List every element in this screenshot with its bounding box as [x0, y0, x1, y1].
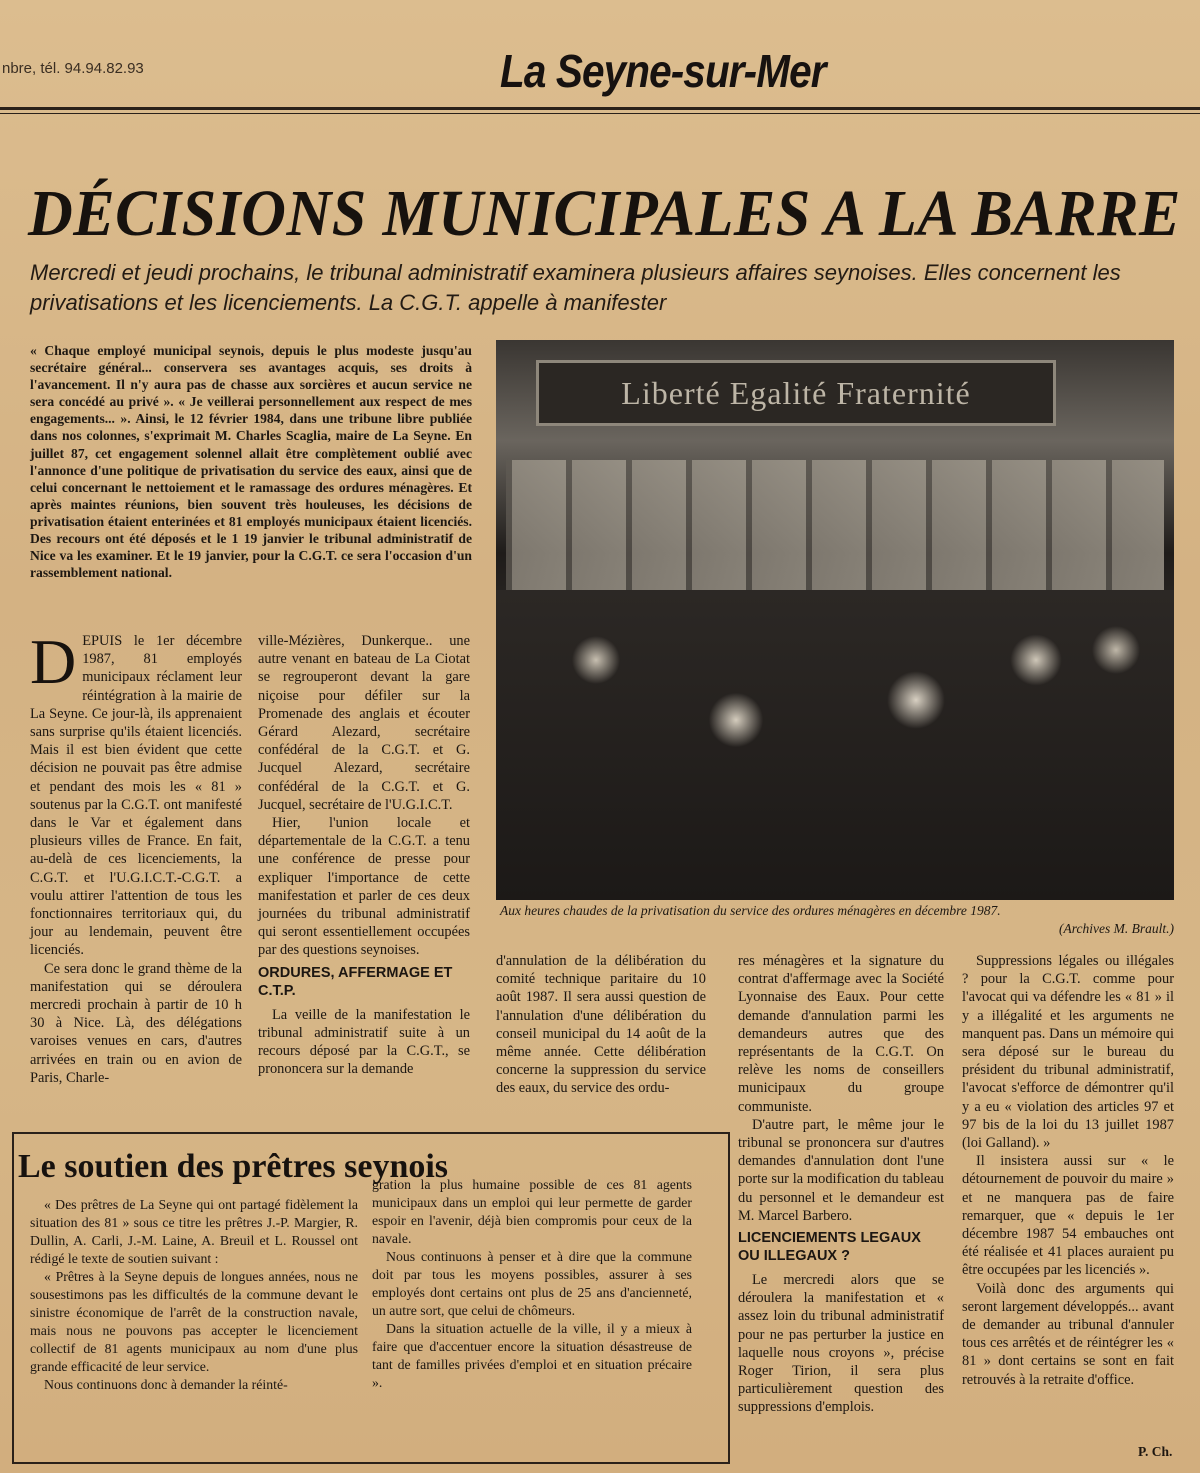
article-headline: DÉCISIONS MUNICIPALES A LA BARRE [28, 177, 1181, 250]
section-title: La Seyne-sur-Mer [500, 45, 826, 97]
column-1-paragraph-1: EPUIS le 1er décembre 1987, 81 employés municipaux réclament leur réintégration à la mairie de La Seyne. Ce jour-là, ils apprenaient sans surprise qu'ils étaient licenciés. Mais il est bien évident que cette décision ne pouvait pas être admise et pendant des mois les « 81 » soutenus par la C.G.T. ont manifesté dans le Var et également dans plusieurs villes de France. En fait, au-delà de ces licenciements, la C.G.T. et l'U.G.I.C.T.-C.G.T. a voulu attirer l'attention de tous les fonctionnaires territoriaux qui, du jour au lendemain, peuvent être licenciés. [30, 633, 242, 959]
sidebar-b-paragraph-3: Dans la situation actuelle de la ville, il y a mieux à faire que d'accentuer encore la situation désastreuse de tant de familles privées d'emploi et en situation précaire ». [372, 1321, 692, 1390]
header-rule [0, 107, 1200, 110]
subhead-ordures: ORDURES, AFFERMAGE ET C.T.P. [258, 964, 453, 999]
header-rule-thin [0, 113, 1200, 114]
column-3-paragraph-1: d'annulation de la délibération du comité technique paritaire du 10 août 1987. Il sera aussi question de l'annulation d'une délibération du conseil municipal du 14 août de la même année. Cette délibération concerne la suppression du service des eaux, du service des ordu- [496, 953, 706, 1097]
header-phone: nbre, tél. 94.94.82.93 [2, 60, 144, 77]
article-column-1 [30, 626, 242, 1087]
photo-credit: (Archives M. Brault.) [1059, 921, 1174, 936]
sidebar-a-paragraph-2: « Prêtres à la Seyne depuis de longues années, nous ne sousestimons pas les difficultés de la commune devant le sinistre économique de l'arrêt de la construction navale, mais nous ne pouvons pas accepter le licenciement collectif de 81 agents municipaux au nom d'une plus grande efficacité de leur service. [30, 1269, 358, 1374]
sidebar-column-b [372, 1176, 692, 1392]
sidebar-b-paragraph-2: Nous continuons à penser et à dire que la commune doit par tous les moyens possibles, assurer à ses employés dont certains ont plus de 25 ans d'ancienneté, un autre sort, que celui de chômeurs. [372, 1249, 692, 1318]
photo-doors [506, 460, 1164, 610]
column-2-paragraph-2: Hier, l'union locale et départementale de la C.G.T. a tenu une conférence de presse pour expliquer l'importance de cette manifestation et parler de ces deux journées du tribunal administratif qui seront essentiellement occupées par des questions seynoises. [258, 815, 470, 959]
photo-crowd [496, 590, 1174, 900]
article-column-4 [738, 952, 944, 1417]
sidebar-column-a [30, 1196, 358, 1394]
subhead-licenciements: LICENCIEMENTS LEGAUX OU ILLEGAUX ? [738, 1230, 921, 1265]
column-4-paragraph-2: D'autre part, le même jour le tribunal se prononcera sur d'autres demandes d'annulation dont l'une porte sur la modification du tableau du personnel et le demandeur est M. Marcel Barbero. [738, 1116, 944, 1224]
column-5-paragraph-3: Voilà donc des arguments qui seront largement développés... avant de demander au tribunal d'annuler tous ces arrêtés et de réintégrer les « 81 » dont certains se sont en fait retrouvés à la retraite d'office. [962, 1280, 1174, 1388]
sidebar-b-paragraph-1: gration la plus humaine possible de ces 81 agents municipaux dans un emploi qui leur permette de garder espoir en l'avenir, déjà bien compromis pour ceux de la navale. [372, 1177, 692, 1246]
sidebar-title: Le soutien des prêtres seynois [18, 1148, 449, 1185]
column-2-paragraph-1: ville-Mézières, Dunkerque.. une autre venant en bateau de La Ciotat se regrouperont devant la gare niçoise pour défiler sur la Promenade des anglais et écouter Gérard Alezard, secrétaire confédéral de la C.G.T. et G. Jucquel Alezard, secrétaire confédéral de la C.G.T. et G. Jucquel, secrétaire de l'U.G.I.C.T. [258, 633, 470, 813]
article-photo [496, 340, 1174, 900]
column-5-paragraph-1: Suppressions légales ou illégales ? pour la C.G.T. comme pour l'avocat qui va défendre les « 81 » il y a illégalité et les arguments ne manquent pas. Dans un mémoire qui sera déposé sur le bureau du président du tribunal administratif, l'avocat s'efforce de démontrer qu'il y a eu « violation des articles 97 et 97 bis de la loi du 13 juillet 1987 (loi Galland). » [962, 953, 1174, 1152]
column-4-paragraph-3: Le mercredi alors que se déroulera la manifestation et « assez loin du tribunal administratif pour ne pas perturber la justice en laquelle nous croyons », précise Roger Tirion, il sera plus particulièrement question des suppressions d'emplois. [738, 1272, 944, 1416]
article-standfirst: Mercredi et jeudi prochains, le tribunal administratif examinera plusieurs affaires seynoises. Elles concernent les privatisations et les licenciements. La C.G.T. appelle à manifester [30, 260, 1121, 315]
article-column-3 [496, 952, 706, 1098]
sidebar-a-paragraph-1: « Des prêtres de La Seyne qui ont partagé fidèlement la situation des 81 » sous ce titre les prêtres J.-P. Margier, R. Dullin, A. Carli, J.-M. Laine, A. Breuil et L. Roussel ont rédigé le texte de soutien suivant : [30, 1197, 358, 1266]
column-4-paragraph-1: res ménagères et la signature du contrat d'affermage avec la Société Lyonnaise des Eaux. Pour cette demande d'annulation parmi les demandeurs autres que des représentants de la C.G.T. On relève les noms de conseillers municipaux du groupe communiste. [738, 953, 944, 1115]
column-5-paragraph-2: Il insistera aussi sur « le détournement de pouvoir du maire » et ne manquera pas de faire remarquer, que « depuis le 1er décembre 1987 54 embauches ont été réalisée et 41 places auraient pu être occupées par les licenciés ». [962, 1153, 1174, 1279]
photo-sign [536, 360, 1056, 426]
column-2-paragraph-3: La veille de la manifestation le tribunal administratif suite à un recours déposé par la C.G.T., se prononcera sur la demande [258, 1006, 470, 1078]
author-signature: P. Ch. [1138, 1444, 1173, 1459]
article-column-2 [258, 632, 470, 1078]
caption-text: Aux heures chaudes de la privatisation du service des ordures ménagères en décembre 1987. [500, 903, 1001, 918]
sidebar-a-paragraph-3: Nous continuons donc à demander la réinté- [44, 1377, 288, 1392]
photo-caption [500, 902, 1174, 938]
article-lead: « Chaque employé municipal seynois, depuis le plus modeste jusqu'au secrétaire général... conservera ses avantages acquis, ses droits à l'avancement. Il n'y aura pas de chasse aux sorcières et aucun service ne sera concédé au privé ». « Je veillerai personnellement aux respect de mes engagements... ». Ainsi, le 12 février 1984, dans une tribune libre publiée dans nos colonnes, s'exprimait M. Charles Scaglia, maire de La Seyne. En juillet 87, cet engagement solennel allait être complètement oublié avec l'annonce d'une politique de privatisation du service des eaux, ainsi que de celui concernant le nettoiement et le ramassage des ordures ménagères. Et après maintes réunions, bien souvent très houleuses, les décisions de privatisation étaient enterinées et 81 employés municipaux étaient licenciés. Des recours ont été déposés et le 1 19 janvier le tribunal administratif de Nice va les examiner. Et le 19 janvier, pour la C.G.T. ce sera l'occasion d'un rassemblement national. [30, 343, 472, 581]
article-column-5 [962, 952, 1174, 1389]
column-1-paragraph-2: Ce sera donc le grand thème de la manifestation qui se déroulera mercredi prochain à partir de 10 h 30 à Nice. Là, des délégations varoises venues en cars, d'autres arrivées en train ou en avion de Paris, Charle- [30, 960, 242, 1086]
photo-sign-text: Liberté Egalité Fraternité [621, 375, 971, 411]
drop-cap: D [30, 626, 77, 697]
